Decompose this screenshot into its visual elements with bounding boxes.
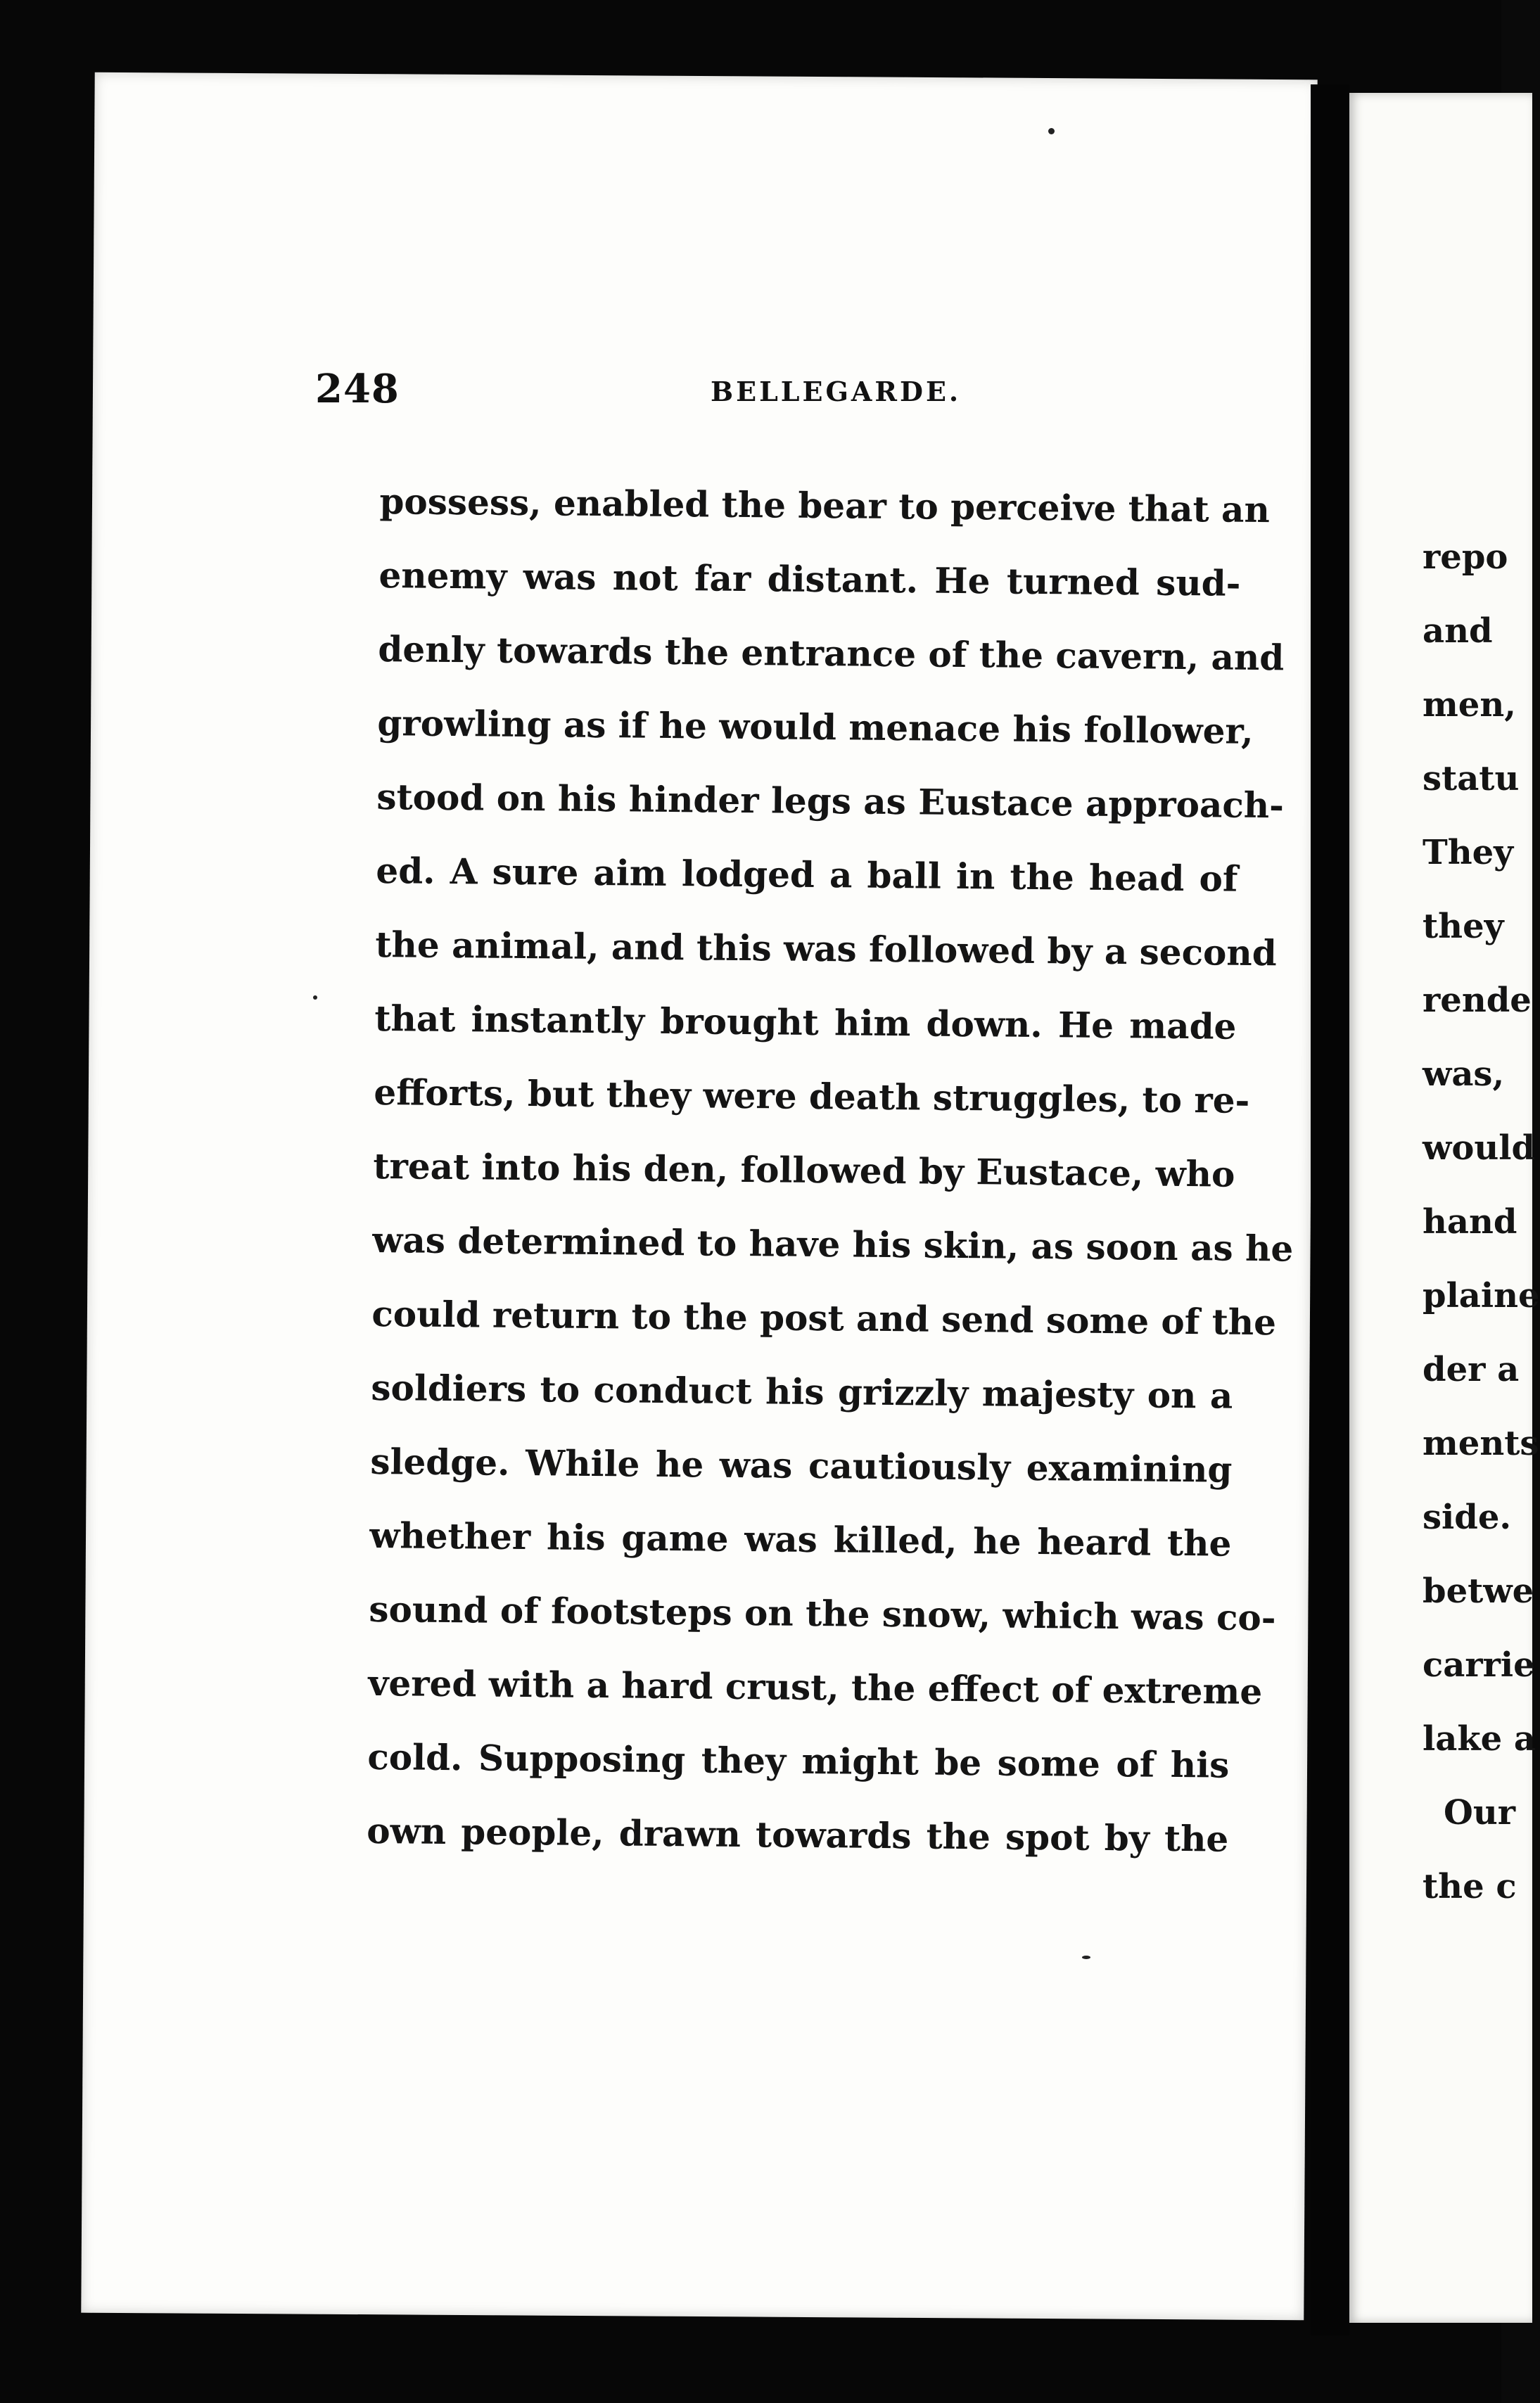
text-line: soldiers to conduct his grizzly majesty on a	[371, 1366, 1233, 1417]
dust-speck	[313, 995, 317, 1000]
text-line: own people, drawn towards the spot by the	[367, 1809, 1229, 1860]
facing-line: and	[1423, 611, 1493, 651]
text-line: the animal, and this was followed by a second	[375, 923, 1278, 974]
text-line: that instantly brought him down. He made	[374, 997, 1237, 1047]
facing-line: repo	[1423, 537, 1508, 577]
text-line: enemy was not far distant. He turned sud-	[378, 554, 1241, 604]
text-line: was determined to have his skin, as soon as he	[372, 1218, 1294, 1270]
text-line: growling as if he would menace his follower,	[377, 701, 1254, 752]
text-line: whether his game was killed, he heard the	[369, 1514, 1232, 1564]
text-line: efforts, but they were death struggles, to re-	[374, 1071, 1250, 1121]
dust-speck	[1082, 1956, 1090, 1959]
facing-line: plaine	[1423, 1276, 1540, 1315]
text-line: ed. A sure aim lodged a ball in the head of	[376, 849, 1238, 900]
text-line: treat into his den, followed by Eustace, who	[373, 1145, 1235, 1195]
text-line: stood on his hinder legs as Eustace approach-	[376, 775, 1285, 827]
running-title: BELLEGARDE.	[711, 376, 962, 407]
text-line: denly towards the entrance of the cavern, and	[378, 627, 1285, 679]
text-line: possess, enabled the bear to perceive that an	[379, 480, 1271, 531]
facing-line: would	[1423, 1128, 1536, 1168]
page-number: 248	[315, 366, 400, 412]
facing-line: Our	[1444, 1793, 1515, 1832]
facing-line: the c	[1423, 1867, 1517, 1906]
facing-line: They	[1423, 833, 1514, 872]
facing-line: ments	[1423, 1424, 1539, 1463]
book-gutter	[1311, 84, 1349, 2335]
running-head	[315, 366, 1272, 429]
text-line: could return to the post and send some of the	[371, 1292, 1277, 1344]
text-line: cold. Supposing they might be some of his	[367, 1735, 1230, 1786]
facing-page-text	[1423, 521, 1540, 1924]
facing-line: men,	[1423, 685, 1516, 725]
text-line: vered with a hard crust, the effect of extreme	[368, 1662, 1263, 1713]
facing-line: they	[1423, 907, 1504, 946]
facing-line: carrie	[1423, 1645, 1535, 1685]
text-line: sledge. While he was cautiously examining	[370, 1440, 1233, 1491]
facing-line: statu	[1423, 759, 1520, 798]
dust-speck	[1048, 128, 1055, 134]
facing-line: der a	[1423, 1350, 1520, 1389]
facing-line: betwe	[1423, 1572, 1534, 1611]
facing-line: was,	[1423, 1054, 1505, 1094]
body-text	[367, 464, 1294, 1876]
facing-line: rende	[1423, 981, 1532, 1020]
facing-line: side.	[1423, 1498, 1512, 1537]
facing-line: lake a	[1423, 1719, 1536, 1759]
facing-line: hand	[1423, 1202, 1517, 1242]
text-line: sound of footsteps on the snow, which was co-	[369, 1588, 1276, 1639]
